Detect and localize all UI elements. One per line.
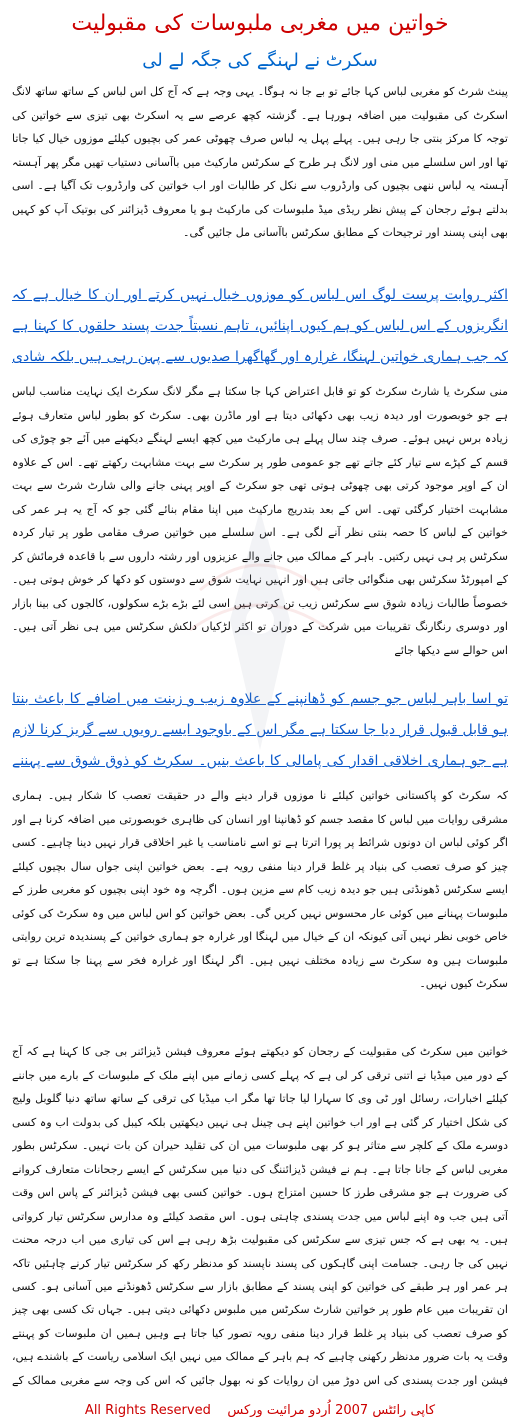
page-subtitle: سکرٹ نے لہنگے کی جگہ لے لی xyxy=(142,50,378,71)
paragraph-prejudice: کہ سکرٹ کو پاکستانی خواتین کیلئے نا موزوں قرار دینے والے در حقیقت تعصب کا شکار ہیں۔ ہماری مشرقی روایات میں لباس کا مقصد جسم کو ڈھانپنا اور انسان کی ظاہری خوبصورتی میں اضافہ کرنا ہے اور اگر کوئی لباس ان دونوں شرائط پر پورا اترتا ہے تو اسے نامناسب یا غیر اخلاقی قرار نہیں دینا چاہیے۔ کسی چیز کو صرف تعصب کی بنیاد پر غلط قرار دینا منفی رویہ ہے۔ بعض خواتین اپنی جواں سال بچیوں کیلئے ایسے سکرٹس ڈھونڈتی ہیں جو دیدہ زیب کام سے مزین ہوں۔ اگرچہ وہ خود اپنی بچیوں کو مغربی طرز کے ملبوسات پہنانے میں کوئی عار محسوس نہیں کریں گی۔ بعض خواتین کو اس لباس میں وہ سکرٹ کی کوئی خاص خوبی نظر نہیں آتی کیونکہ ان کے خیال میں لہنگا اور غرارہ جو ہماری خواتین کے پسندیدہ ترین روایتی ملبوسات ہیں وہ سکرٹ سے زیادہ مختلف نہیں ہیں۔ اگر لہنگا اور غرارہ فخر سے پہنا جا سکتا ہے تو سکرٹ کیوں نہیں۔ xyxy=(12,789,508,990)
page-title: خواتین میں مغربی ملبوسات کی مقبولیت xyxy=(71,11,449,36)
paragraph-designer-view: خواتین میں سکرٹ کی مقبولیت کے رجحان کو دیکھتے ہوئے معروف فیشن ڈیزائنر بی جی کا کہنا ہے کہ آج کے دور میں میڈیا نے اتنی ترقی کر لی ہے کہ پہلے کسی زمانے میں اپنے ملک کے ملبوسات کے بارے میں جاننے کیلئے اخبارات، رسائل اور ٹی وی کا سہارا لیا جاتا تھا مگر اب میڈیا کی ترقی کے ساتھ ساتھ دنیا گلوبل ولیج کی شکل اختیار کر گئی ہے اور اب خواتین اپنے ہی چینل ہی نہیں دیکھتیں بلکہ کیبل کی بدولت اب وہ کسی دوسرے ملک کے کلچر سے متاثر ہو کر بھی ملبوسات میں ان کی تقلید حیران کن بات نہیں۔ سکرٹس بطور مغربی لباس کے جانا جاتا ہے۔ ہم نے فیشن ڈیزائننگ کی دنیا میں سکرٹس کے ایسے رجحانات متعارف کروانے کی ضرورت ہے جو مشرقی طرز کا حسین امتزاج ہوں۔ خواتین کسی بھی فیشن ڈیزائنر کے پاس اس وقت آتی ہیں جب وہ اپنے لباس میں جدت پسندی چاہتی ہوں۔ اس مقصد کیلئے وہ مدارس سکرٹس تیار کرواتی ہیں۔ یہ بھی ہے کہ جس تیزی سے سکرٹس کی مقبولیت بڑھ رہی ہے اس کی تیاری میں اب درجہ محنت نہیں کی جا رہی۔ جسامت اپنی گاہکوں کی پسند ناپسند کو مدنظر رکھ کر سکرٹس تیار کرنے چاہئیں تاکہ ہر عمر اور ہر طبقے کی خواتین کو اپنی پسند کے مطابق بازار سے سکرٹس ڈھونڈنے میں آسانی ہو۔ کسی xyxy=(12,1045,508,1293)
footer-english: All Rights Reserved xyxy=(84,1403,211,1418)
paragraph-intro: پینٹ شرٹ کو مغربی لباس کہا جائے تو بے جا نہ ہوگا۔ یہی وجہ ہے کہ آج کل اس لباس کے ساتھ ساتھ لانگ اسکرٹ کی مقبولیت میں اضافہ ہورہا ہے۔ گزشتہ کچھ عرصے سے یہ اسکرٹ بھی تیزی سے خواتین کی توجہ کا مرکز بنتی جا رہی ہیں۔ پہلے پہل یہ لباس صرف چھوٹی عمر کی بچیوں کیلئے موزوں خیال کیا جاتا تھا اور اس سلسلے میں منی اور لانگ ہر طرح کے سکرٹس مارکیٹ میں باآسانی دستیاب تھیں مگر پھر آہستہ آہستہ یہ لباس ننھی بچیوں کی وارڈروب سے نکل کر طالبات اور اب خواتین کی وارڈروب تک آگیا ہے۔ اسی بدلتے ہوئے رجحان کے پیش نظر ریڈی میڈ ملبوسات کی مارکیٹ ہو یا معروف ڈیزائنر کی بوتیک آپ کو کہیں بھی اپنی پسند اور ترجیحات کے مطابق سکرٹس باآسانی مل جائیں گی۔ xyxy=(12,85,508,239)
copyright-footer xyxy=(0,1398,520,1424)
paragraph-conclusion: ان تقریبات میں عام طور پر خواتین شارٹ سکرٹس میں ملبوس دکھائی دیتی ہیں۔ جہاں تک کسی بھی چیز کو صرف تعصب کی بنیاد پر غلط قرار دینا منفی رویہ تصور کیا جاتا ہے وہیں ہمیں ان ملبوسات کو پہنتے وقت یہ بات ضرور مدنظر رکھنی چاہیے کہ ہم باہر کے ممالک میں نہیں ایک اسلامی ریاست کے باشندے ہیں، فیشن اور جدت پسندی کی اس دوڑ میں ان روایات کو نہ بھول جائیں کہ اس کی وجہ سے مغربی ممالک کے xyxy=(12,1303,508,1387)
paragraph-skirt-history: منی سکرٹ یا شارٹ سکرٹ کو تو قابل اعتراض کہا جا سکتا ہے مگر لانگ سکرٹ ایک نہایت مناسب لباس ہے جو خوبصورت اور دیدہ زیب بھی دکھائی دیتا ہے اور ماڈرن بھی۔ سکرٹ کو بطور لباس متعارف ہوئے زیادہ برس نہیں ہوئے۔ صرف چند سال پہلے ہی مارکیٹ میں کچھ ایسے لہنگے دیکھنے میں آئے جو چوڑی کی قسم کے کپڑے سے تیار کئے جاتے تھے جو عمومی طور پر سکرٹ سے بہت مشابہت رکھتے تھے۔ اس کے علاوہ ان کے اوپر موجود کرتی بھی چھوٹی ہوتی تھی جو سکرٹ کے اوپر پہنی جانے والی شارٹ شرٹ سے بہت مشابہت اختیار کرگئی تھی۔ اس کے بعد بتدریج مارکیٹ میں اپنا مقام بنائے گئی جو کہ آج یہ ہر عمر کی خواتین کے لباس کا حصہ بنتی نظر آنے لگی ہے۔ اس سلسلے میں خواتین صرف مقامی طور پر تیار کردہ سکرٹس پر ہی نہیں رکتیں۔ باہر کے ممالک میں جانے والے عزیزوں اور رشتہ داروں سے با قاعدہ فرمائش کر کے امپورٹڈ سکرٹس بھی منگوائی جاتی ہیں اور انہیں نہایت شوق سے دوستوں کو دکھا کر خوش ہوتی ہیں۔ خصوصاً طالبات زیادہ شوق سے سکرٹس زیب تن کرتی ہیں اسی لئے بڑے بڑے سکولوں، کالجوں کی بینا بازار اور دوسری رنگارنگ تقریبات میں شرکت کے دوران تو اکثر لڑکیاں دلکش سکرٹس میں ہی نظر آتی ہیں۔ اس حوالے سے دیکھا جائے xyxy=(12,385,508,657)
highlight-quote-values: تو اسا باہر لباس جو جسم کو ڈھانپنے کے علاوہ زیب و زینت میں اضافے کا باعث بنتا ہو قابل قبول قرار دیا جا سکتا ہے مگر اس کے باوجود ایسے رویوں سے گریز کرنا لازم ہے جو ہماری اخلاقی اقدار کی پامالی کا باعث بنیں۔ سکرٹ کو ذوق شوق سے پہننے xyxy=(12,691,508,769)
highlight-quote-traditionalists: اکثر روایت پرست لوگ اس لباس کو موزوں خیال نہیں کرتے اور ان کا خیال ہے کہ انگریزوں کے اس لباس کو ہم کیوں اپنائیں، تاہم نسبتاً جدت پسند حلقوں کا کہنا ہے کہ جب ہماری خواتین لہنگا، غرارہ اور گھاگھرا صدیوں سے پہن رہی ہیں بلکہ شادی xyxy=(12,287,508,365)
footer-urdu: کاپی رائٹس 2007 اُردو مرائیت ورکس xyxy=(227,1403,436,1418)
